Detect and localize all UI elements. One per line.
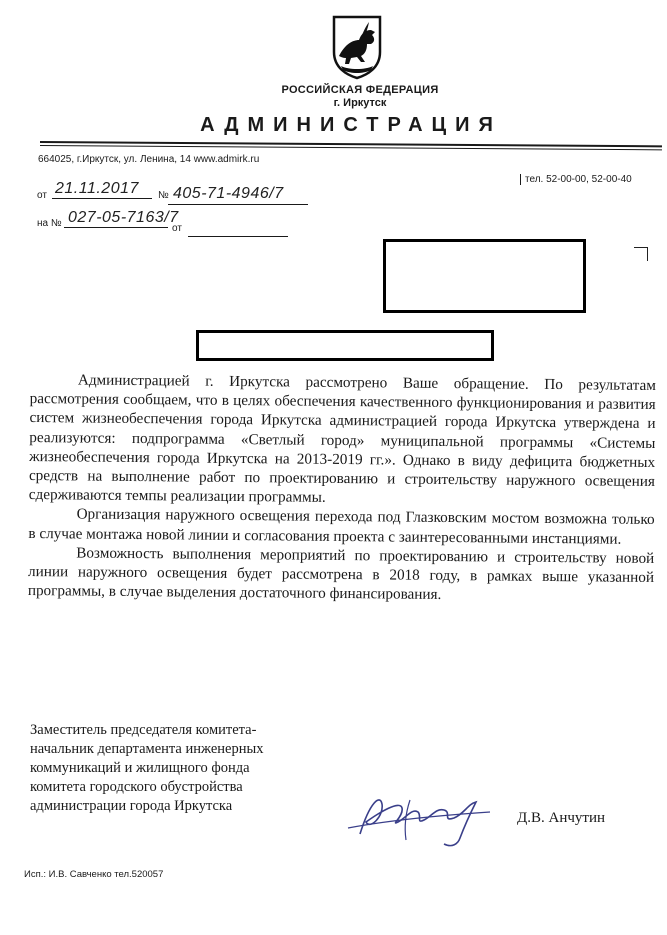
reference-underline — [64, 227, 168, 228]
signatory-name: Д.В. Анчутин — [517, 810, 606, 826]
reference-label: на № — [37, 218, 62, 229]
executor-info: Исп.: И.В. Савченко тел.520057 — [24, 869, 164, 880]
number-label: № — [158, 190, 169, 201]
redacted-salutation-box — [196, 330, 494, 361]
reference-date-underline — [188, 236, 288, 237]
letter-number: 405-71-4946/7 — [173, 185, 284, 202]
letterhead-title: АДМИНИСТРАЦИЯ — [200, 114, 502, 136]
redacted-recipient-box — [383, 239, 586, 313]
organization-address: 664025, г.Иркутск, ул. Ленина, 14 www.admirk.ru — [38, 154, 260, 165]
reference-date-label: от — [172, 223, 182, 234]
body-paragraph: Администрацией г. Иркутска рассмотрено Ваше обращение. По результатам рассмотрения сообщаем, что в целях обеспечения качественного функционирования и развития систем жизнеобеспечения города Иркутска администрацией города Иркутска утверждена и реализуются: подпрограмма «Светлый город» муниципальной программы «Системы жизнеобеспечения города Иркутска на 2013-2019 гг.». Однако в виду дефицита бюджетных средств на выполнение работ по проектированию и строительству наружного освещения сдерживаются темпы реализации программы. — [28, 371, 656, 507]
position-line: коммуникаций и жилищного фонда — [30, 760, 250, 776]
position-line: Заместитель председателя комитета- — [30, 722, 257, 738]
position-line: комитета городского обустройства — [30, 779, 243, 795]
date-label: от — [37, 190, 47, 201]
city-name: г. Иркутск — [333, 97, 387, 109]
irkutsk-coat-of-arms-icon — [331, 14, 383, 80]
address-corner-mark — [634, 247, 648, 261]
position-line: администрации города Иркутска — [30, 798, 233, 814]
handwritten-signature — [340, 782, 500, 852]
letter-date: 21.11.2017 — [55, 180, 139, 197]
body-paragraph: Возможность выполнения мероприятий по проектированию и строительству новой линии наружного освещения будет рассмотрена в 2018 году, в рамках выше указанной программы, в случае выделения достаточного финансирования. — [27, 544, 655, 604]
letter-body — [28, 370, 656, 606]
country-name: РОССИЙСКАЯ ФЕДЕРАЦИЯ — [281, 84, 439, 96]
date-underline — [52, 198, 152, 199]
number-underline — [168, 204, 308, 205]
body-paragraph: Организация наружного освещения перехода под Глазковским мостом возможна только в случае монтажа новой линии и согласования проекта с заинтересованными инстанциями. — [28, 505, 655, 548]
organization-phone: тел. 52-00-00, 52-00-40 — [520, 174, 632, 185]
signatory-position — [30, 721, 330, 816]
position-line: начальник департамента инженерных — [30, 741, 264, 757]
reference-number: 027-05-7163/7 — [68, 209, 179, 226]
